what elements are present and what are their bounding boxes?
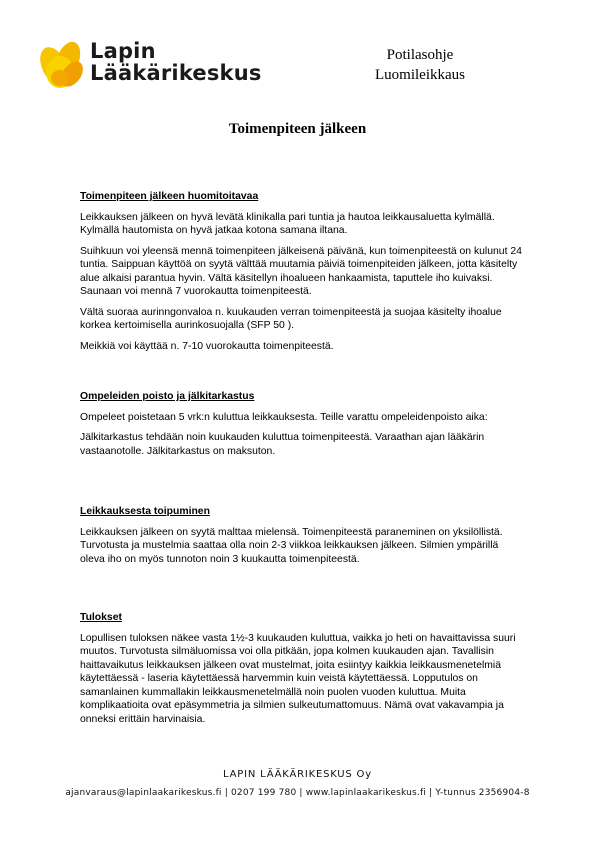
doc-type-line-2: Luomileikkaus — [375, 67, 465, 83]
paragraph: Ompeleet poistetaan 5 vrk:n kuluttua leikkauksesta. Teille varattu ompeleidenpoisto aika: — [80, 411, 488, 423]
paragraph: Vältä suoraa aurinngonvaloa n. kuukauden verran toimenpiteestä ja suojaa käsitelty ihoalue korkea kertoimisella aurinkosuojalla (SFP 50 ). — [80, 306, 502, 331]
paragraph: Meikkiä voi käyttää n. 7-10 vuorokautta toimenpiteestä. — [80, 340, 334, 352]
section-heading: Toimenpiteen jälkeen huomitoitavaa — [80, 191, 259, 202]
paragraph: Leikkauksen jälkeen on hyvä levätä klinikalla pari tuntia ja hautoa leikkausaluetta kylmällä. Kylmällä hautomista on hyvä jatkaa kotona samana iltana. — [80, 211, 495, 236]
logo-line-1: Lapin — [90, 39, 156, 63]
document-body — [80, 190, 525, 733]
doc-type-line-1: Potilasohje — [386, 47, 454, 63]
paragraph: Suihkuun voi yleensä mennä toimenpiteen jälkeisenä päivänä, kun toimenpiteestä on kulunut 24 tuntia. Saippuan käyttöä on syytä välttää muutamia päiviä toimenpiteiden jälkeen, jotta käsitelty alue alkaisi parantua hyvin. Vältä käsitellyn ihoalueen hankaamista, taputtele iho kuivaksi. Saunaan voi mennä 7 vuorokautta toimenpiteestä. — [80, 245, 522, 297]
footer-company: LAPIN LÄÄKÄRIKESKUS Oy — [223, 769, 372, 780]
paragraph: Lopullisen tuloksen näkee vasta 1½-3 kuukauden kuluttua, vaikka jo heti on havaittavissa suuri muutos. Turvotusta silmäluomissa voi olla pitkään, jopa kolmen kuukauden ajan. Tavallisin haittavaikutus leikkauksen jälkeen ovat mustelmat, joita esiintyy kaikkia leikkausmenetelmiä käytettäessä - laseria käytettäessä harvemmin kuin veistä käytettäessä. Lopputulos on samanlainen kummallakin leikkausmenetelmällä noin puolen vuoden kuluttua. Muita komplikaatioita ovat epäsymmetria ja silmien sulkeutumattomuus. Nämä ovat vakavampia ja onneksi erittäin harvinaisia. — [80, 632, 516, 725]
logo-wordmark — [90, 40, 262, 84]
paragraph: Jälkitarkastus tehdään noin kuukauden kuluttua toimenpiteestä. Varaathan ajan lääkärin vastaanotolle. Jälkitarkastus on maksuton. — [80, 432, 485, 457]
section-heading: Ompeleiden poisto ja jälkitarkastus — [80, 391, 255, 402]
footer-contact: ajanvaraus@lapinlaakarikeskus.fi | 0207 199 780 | www.lapinlaakarikeskus.fi | Y-tunnus 2356904-8 — [65, 788, 530, 798]
page-title: Toimenpiteen jälkeen — [228, 121, 367, 137]
page-footer — [0, 766, 595, 802]
section-stitches — [80, 390, 525, 458]
section-aftercare — [80, 190, 525, 353]
document-type — [340, 45, 500, 85]
section-recovery — [80, 505, 525, 566]
paragraph: Leikkauksen jälkeen on syytä malttaa mielensä. Toimenpiteestä paraneminen on yksilöllistä. Turvotusta ja mustelmia saattaa olla noin 2-3 viikkoa leikkauksen jälkeen. Silmien ympärillä oleva iho on myös tunnoton noin 3 kuukautta toimenpiteestä. — [80, 526, 503, 565]
logo-line-2: Lääkärikeskus — [90, 61, 262, 85]
flower-logo-icon — [38, 38, 88, 94]
section-heading: Leikkauksesta toipuminen — [80, 506, 210, 517]
section-results — [80, 611, 525, 726]
company-logo — [38, 38, 278, 98]
section-heading: Tulokset — [80, 612, 122, 623]
